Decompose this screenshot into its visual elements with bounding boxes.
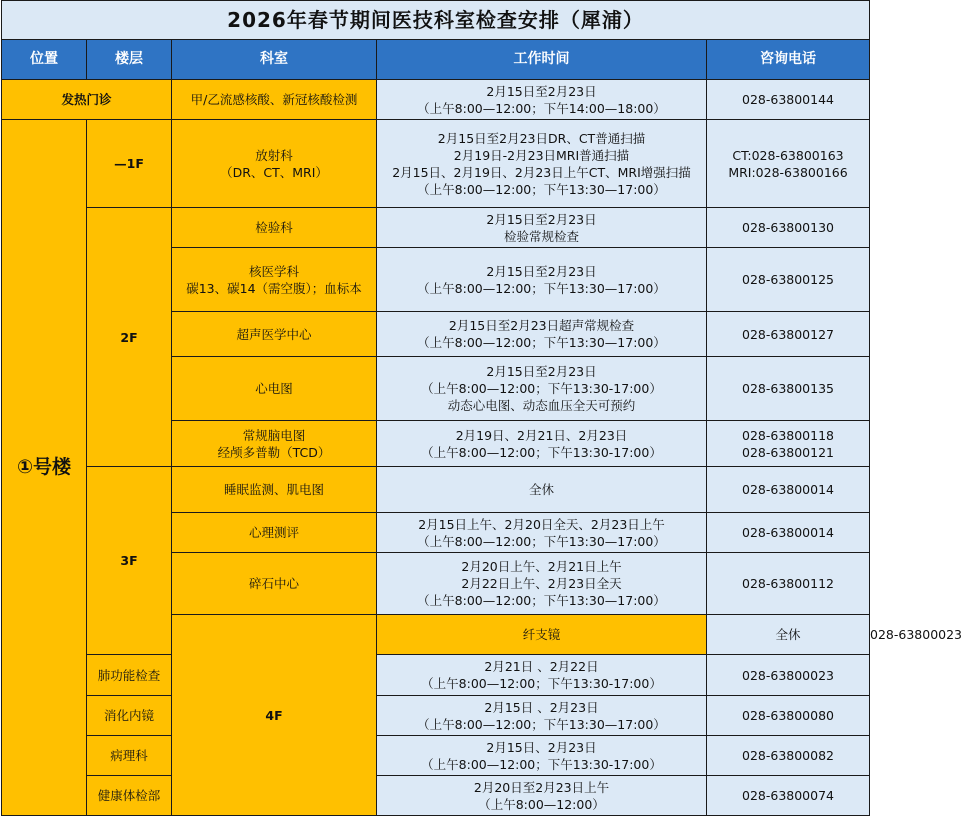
dept-cell: [377, 615, 707, 655]
dept-line: 碎石中心: [248, 576, 299, 591]
time-cell: [377, 248, 707, 312]
dept-line: 经颅多普勒（TCD）: [217, 444, 331, 460]
dept-line: 放射科: [255, 147, 293, 163]
time-line: 2月15日至2月23日: [486, 83, 597, 99]
dept-line: 甲/乙流感核酸、新冠核酸检测: [190, 92, 358, 107]
time-line: 检验常规检查: [503, 228, 579, 244]
time-cell: [377, 421, 707, 467]
time-cell: [377, 467, 707, 513]
table-row: [2, 467, 870, 513]
time-line: 2月15日至2月23日超声常规检查: [448, 318, 635, 333]
time-line: （上午8:00—12:00；下午13:30—17:00）: [417, 335, 666, 350]
phone-cell: [707, 120, 870, 208]
dept-cell: [172, 513, 377, 553]
time-line: 2月21日 、2月22日: [484, 659, 599, 674]
phone-cell: [707, 696, 870, 736]
time-line: 2月15日、2月19日、2月23日上午CT、MRI增强扫描: [392, 164, 691, 180]
dept-line: 消化内镜: [103, 708, 154, 723]
phone-line: 028-63800014: [742, 482, 834, 497]
phone-line: 028-63800118: [742, 427, 834, 443]
time-cell: [377, 655, 707, 696]
phone-line: 028-63800127: [742, 326, 834, 342]
fever-clinic-label: 发热门诊: [2, 80, 172, 120]
col-header-dept: 科室: [172, 40, 377, 80]
time-line: 2月15日、2月23日: [486, 739, 597, 755]
table-row: [2, 208, 870, 248]
time-line: （上午8:00—12:00；下午13:30—17:00）: [417, 533, 666, 549]
dept-line: 睡眠监测、肌电图: [223, 482, 324, 497]
dept-cell: [172, 421, 377, 467]
col-header-floor: 楼层: [87, 40, 172, 80]
phone-line: 028-63800130: [742, 220, 834, 235]
time-cell: [377, 312, 707, 357]
time-cell: [377, 736, 707, 776]
phone-line: 028-63800074: [742, 788, 834, 803]
table-row-fever: [2, 80, 870, 120]
time-cell: [377, 120, 707, 208]
time-line: 动态心电图、动态血压全天可预约: [447, 398, 636, 413]
dept-line: （DR、CT、MRI）: [220, 164, 328, 180]
phone-line: 028-63800135: [742, 381, 834, 396]
phone-line: 028-63800014: [742, 525, 834, 540]
dept-cell: [172, 80, 377, 120]
col-header-time: 工作时间: [377, 40, 707, 80]
time-line: 全休: [775, 627, 801, 642]
phone-cell: [707, 776, 870, 816]
dept-line: 检验科: [255, 220, 293, 235]
phone-line: 028-63800121: [742, 444, 834, 460]
time-line: 2月20日上午、2月21日上午: [461, 559, 622, 574]
time-line: （上午8:00—12:00；下午13:30-17:00）: [421, 381, 662, 396]
time-cell: [377, 553, 707, 615]
phone-cell: [707, 736, 870, 776]
time-line: （上午8:00—12:00；下午13:30-17:00）: [421, 676, 662, 691]
col-header-location: 位置: [2, 40, 87, 80]
time-line: 全休: [528, 482, 554, 497]
time-line: 2月20日至2月23日上午: [473, 779, 610, 795]
dept-line: 超声医学中心: [236, 326, 312, 342]
dept-cell: [87, 696, 172, 736]
time-line: 2月19日-2月23日MRI普通扫描: [453, 147, 630, 163]
time-cell: [377, 208, 707, 248]
time-cell: [707, 615, 870, 655]
time-line: （上午8:00—12:00；下午13:30-17:00）: [421, 444, 662, 460]
time-line: （上午8:00—12:00）: [478, 796, 605, 812]
dept-line: 常规脑电图: [242, 427, 306, 443]
table-row: [2, 655, 870, 696]
phone-cell: [707, 553, 870, 615]
floor-label-4f: 4F: [172, 615, 377, 816]
table-row: [2, 120, 870, 208]
time-line: （上午8:00—12:00；下午13:30—17:00）: [417, 181, 666, 197]
phone-cell: [707, 421, 870, 467]
time-line: 2月15日至2月23日DR、CT普通扫描: [437, 130, 646, 146]
phone-line: 028-63800112: [742, 576, 834, 591]
dept-line: 病理科: [110, 748, 148, 763]
schedule-table: [1, 0, 962, 816]
floor-label-2f: 2F: [87, 208, 172, 467]
dept-line: 肺功能检查: [97, 667, 161, 683]
phone-cell: [707, 655, 870, 696]
time-line: 2月15日至2月23日: [486, 211, 597, 227]
phone-line: 028-63800144: [742, 92, 834, 107]
phone-line: MRI:028-63800166: [728, 164, 848, 180]
dept-cell: [87, 655, 172, 696]
time-line: 2月19日、2月21日、2月23日: [455, 427, 628, 443]
dept-line: 碳13、碳14（需空腹）；血标本: [186, 280, 362, 296]
time-cell: [377, 80, 707, 120]
time-line: （上午8:00—12:00；下午13:30—17:00）: [417, 280, 666, 296]
dept-cell: [172, 357, 377, 421]
phone-cell: [707, 357, 870, 421]
dept-line: 健康体检部: [97, 788, 161, 803]
dept-cell: [172, 120, 377, 208]
floor-label-b1: —1F: [87, 120, 172, 208]
table-row: 4F 纤支镜 全休 028-63800023: [2, 615, 870, 655]
time-cell: [377, 696, 707, 736]
time-line: （上午8:00—12:00；下午13:30—17:00）: [417, 593, 666, 608]
dept-cell: [172, 208, 377, 248]
phone-cell: [707, 513, 870, 553]
dept-line: 核医学科: [248, 263, 299, 279]
phone-line: 028-63800125: [742, 272, 834, 287]
page-title: 2026年春节期间医技科室检查安排（犀浦）: [2, 1, 870, 40]
dept-cell: [172, 467, 377, 513]
header-row: [2, 40, 870, 80]
phone-cell: [707, 80, 870, 120]
time-line: （上午8:00—12:00；下午14:00—18:00）: [417, 100, 666, 116]
time-cell: [377, 357, 707, 421]
dept-line: 心电图: [255, 381, 293, 396]
phone-cell: [707, 248, 870, 312]
phone-line: 028-63800080: [742, 708, 834, 723]
time-line: （上午8:00—12:00；下午13:30—17:00）: [417, 716, 666, 732]
dept-cell: [172, 553, 377, 615]
time-cell: [377, 513, 707, 553]
table-row: [2, 736, 870, 776]
phone-cell: [707, 467, 870, 513]
phone-line: CT:028-63800163: [732, 147, 844, 163]
phone-cell: [707, 312, 870, 357]
time-line: （上午8:00—12:00；下午13:30-17:00）: [421, 756, 662, 772]
dept-line: 纤支镜: [522, 627, 561, 642]
dept-cell: [172, 248, 377, 312]
phone-cell: [707, 208, 870, 248]
time-line: 2月15日至2月23日: [486, 263, 597, 279]
time-cell: [377, 776, 707, 816]
phone-line: 028-63800082: [742, 748, 834, 763]
time-line: 2月22日上午、2月23日全天: [461, 576, 622, 591]
floor-label-3f: 3F: [87, 467, 172, 655]
time-line: 2月15日上午、2月20日全天、2月23日上午: [418, 516, 665, 532]
phone-line: 028-63800023: [742, 667, 834, 683]
table-row: [2, 696, 870, 736]
time-line: 2月15日至2月23日: [486, 364, 597, 379]
time-line: 2月15日 、2月23日: [484, 699, 599, 715]
dept-cell: [87, 736, 172, 776]
table-row: [2, 776, 870, 816]
dept-line: 心理测评: [248, 525, 299, 540]
dept-cell: [87, 776, 172, 816]
building-label: ①号楼: [2, 120, 87, 816]
col-header-phone: 咨询电话: [707, 40, 870, 80]
dept-cell: [172, 312, 377, 357]
